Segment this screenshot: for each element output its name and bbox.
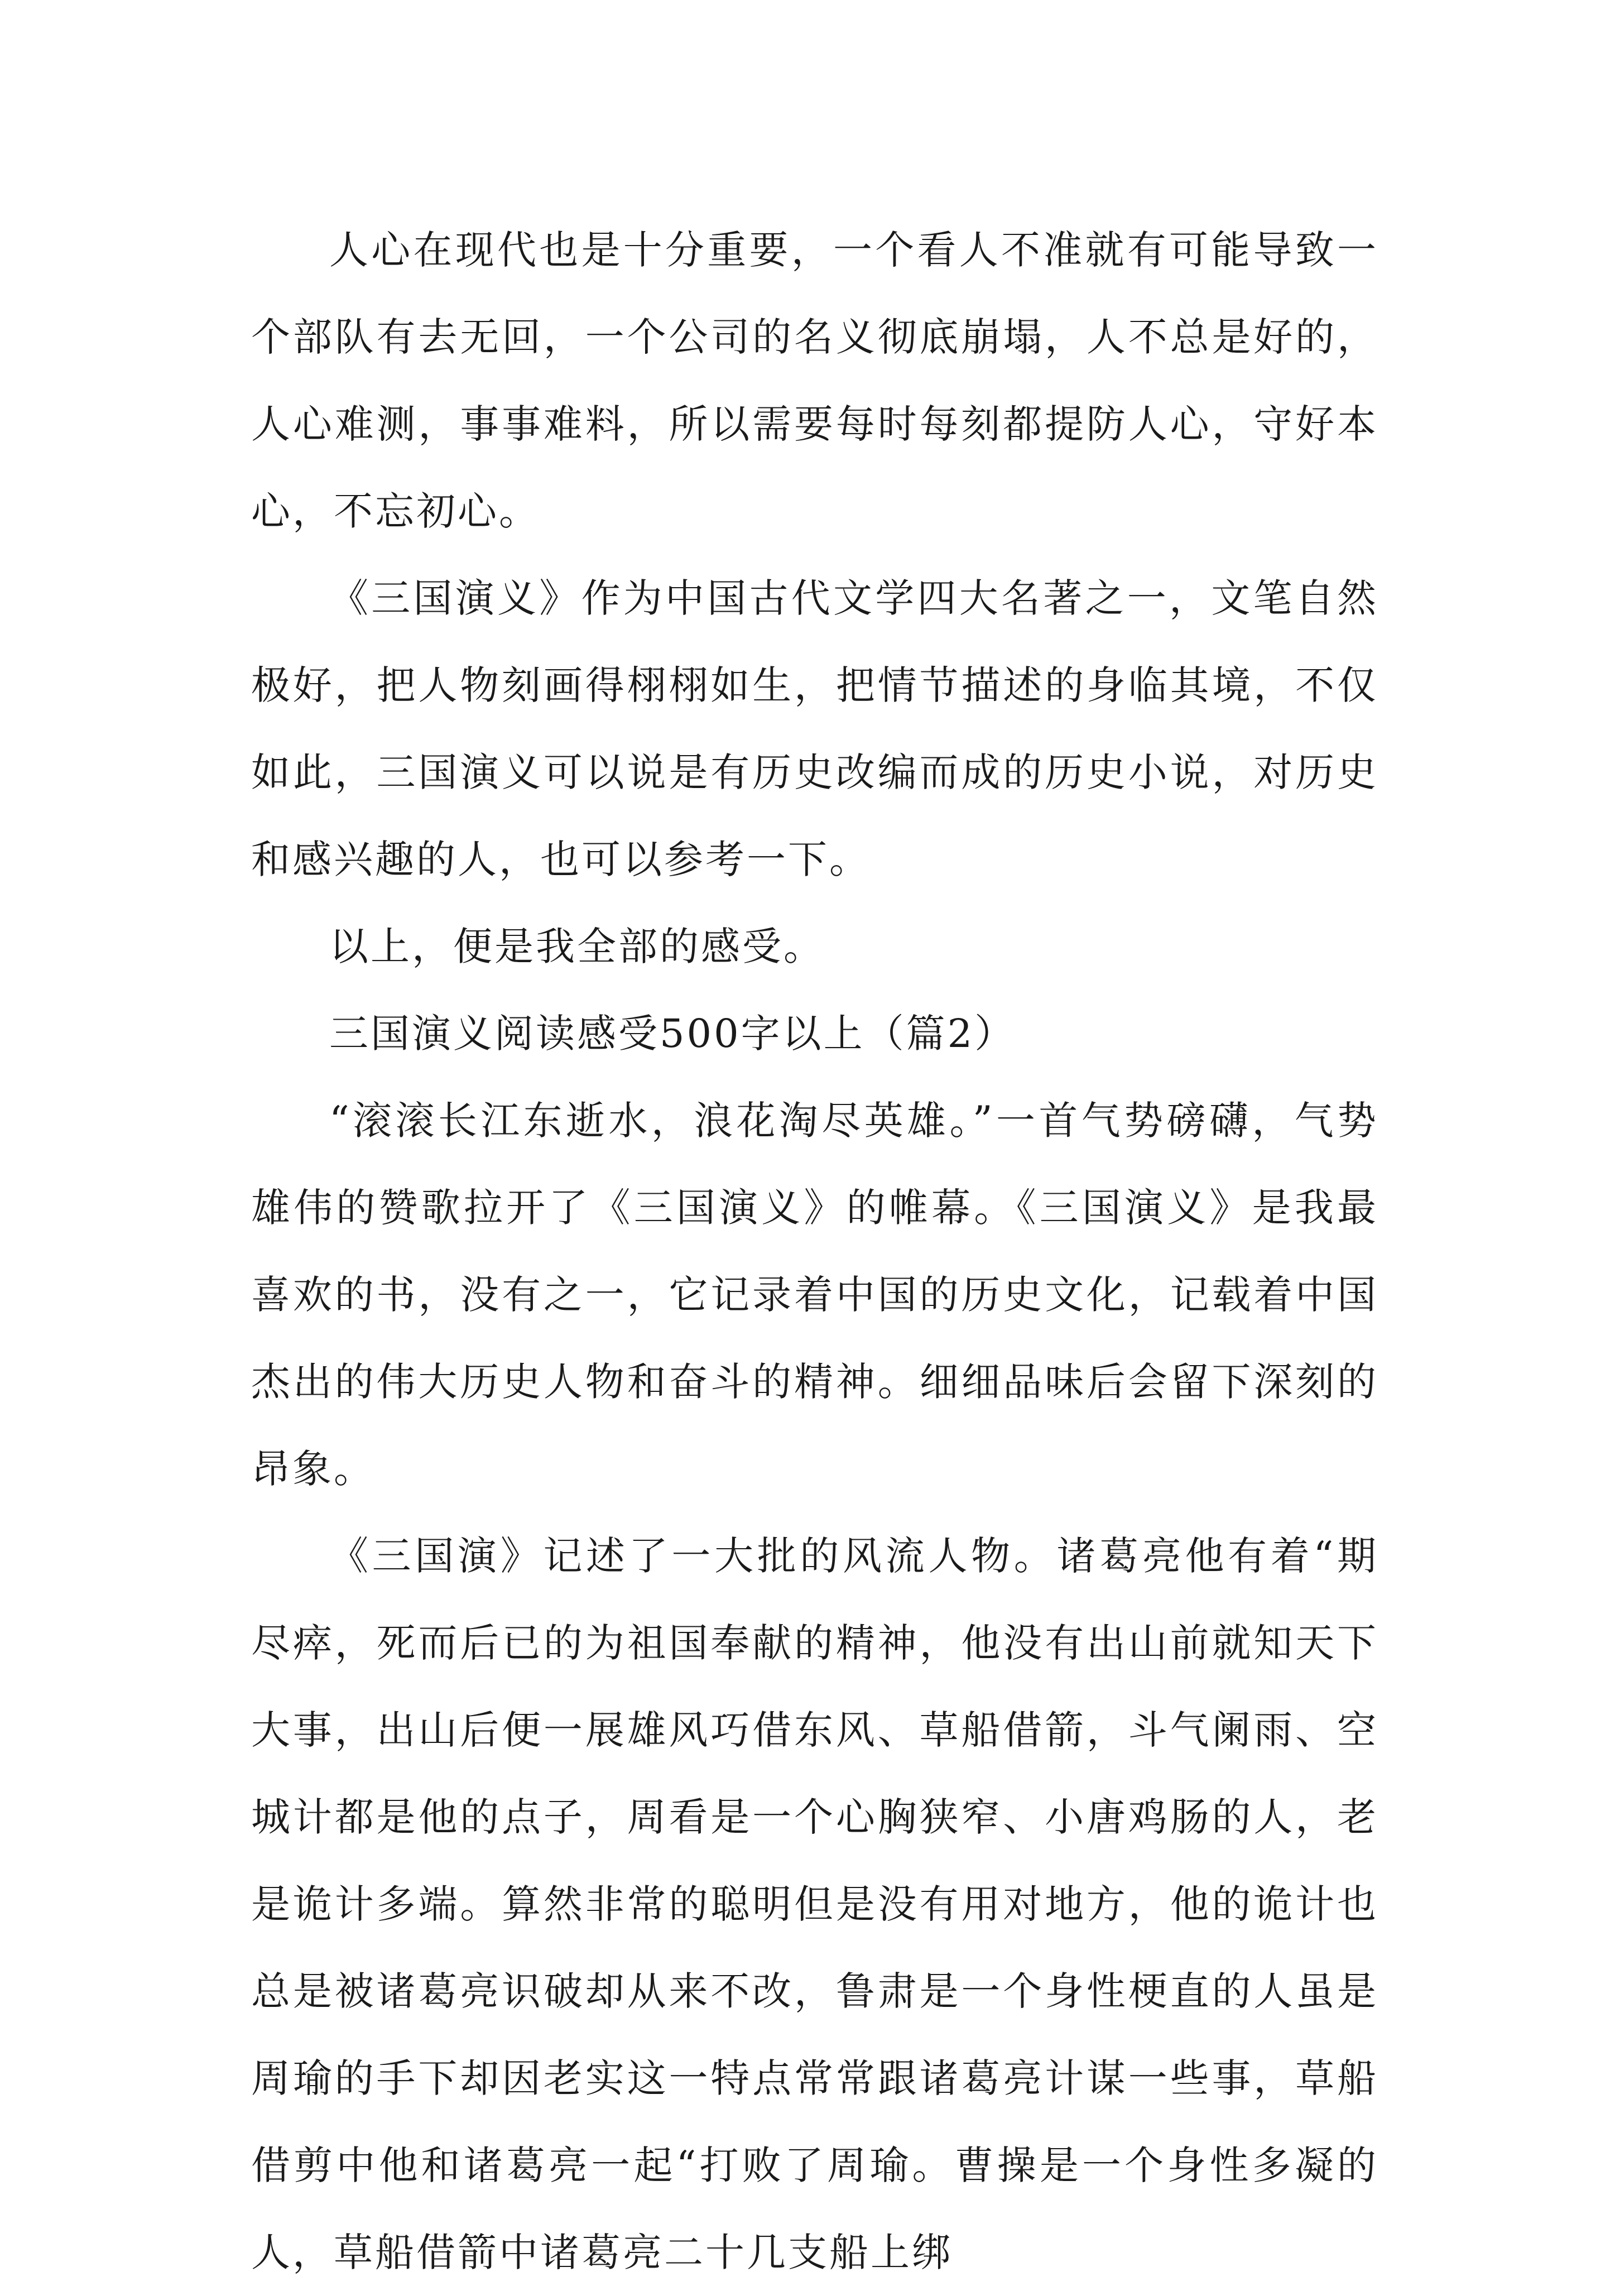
document-body <box>251 206 1378 2296</box>
paragraph-three-kingdoms-intro: 《三国演义》作为中国古代文学四大名著之一，文笔自然极好，把人物刻画得栩栩如生，把情节描述的身临其境，不仅如此，三国演义可以说是有历史改编而成的历史小说，对历史和感兴趣的人，也可以参考一下。 <box>251 575 1378 882</box>
section-heading: 三国演义阅读感受500字以上（篇2） <box>329 1011 1016 1056</box>
paragraph-human-heart: 人心在现代也是十分重要，一个看人不准就有可能导致一个部队有去无回，一个公司的名义彻底崩塌，人不总是好的，人心难测，事事难料，所以需要每时每刻都提防人心，守好本心，不忘初心。 <box>251 227 1378 534</box>
paragraph-characters: 《三国演》记述了一大批的风流人物。诸葛亮他有着“期尽瘁，死而后已的为祖国奉献的精神，他没有出山前就知天下大事，出山后便一展雄风巧借东风、草船借箭，斗气阑雨、空城计都是他的点子，周看是一个心胸狭窄、小唐鸡肠的人，老是诡计多端。算然非常的聪明但是没有用对地方，他的诡计也总是被诸葛亮识破却从来不改，鲁肃是一个身性梗直的人虽是周瑜的手下却因老实这一特点常常跟诸葛亮计谋一些事，草船借剪中他和诸葛亮一起“打败了周瑜。曹操是一个身性多凝的人，草船借箭中诸葛亮二十几支船上绑 <box>251 1533 1378 2275</box>
paragraph-opening-poem: “滚滚长江东逝水，浪花淘尽英雄。”一首气势磅礴，气势雄伟的赞歌拉开了《三国演义》的帷幕。《三国演义》是我最喜欢的书，没有之一，它记录着中国的历史文化，记载着中国杰出的伟大历史人物和奋斗的精神。细细品味后会留下深刻的昂象。 <box>251 1098 1378 1492</box>
paragraph-conclusion: 以上，便是我全部的感受。 <box>329 924 825 969</box>
